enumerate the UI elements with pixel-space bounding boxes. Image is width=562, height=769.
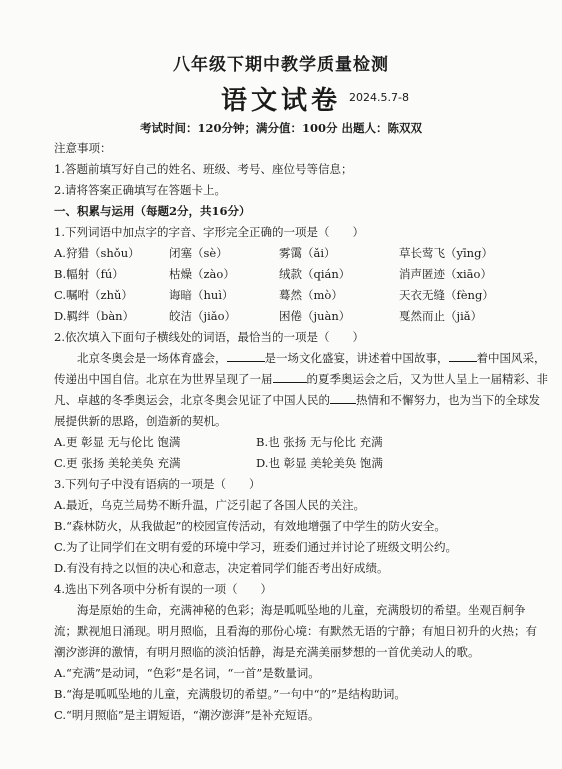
exam-title: 八年级下期中教学质量检测 (173, 55, 389, 75)
exam-date: 2024.5.7-8 (349, 91, 409, 104)
notice-item: 2.请将答案正确填写在答题卡上。 (54, 183, 226, 197)
option-cell: 消声匿迹（xiāo） (399, 267, 492, 281)
question-4-stem: 4.选出下列各项中分析有误的一项（ ） (54, 582, 272, 596)
option-cell: 草长莺飞（yīng） (399, 246, 493, 260)
question-4-option: A.“充满”是动词，“色彩”是名词，“一首”是数量词。 (54, 666, 320, 680)
option-cell: B.幅射（fú） (54, 267, 124, 281)
answer-blank (273, 370, 307, 383)
option-cell: D.羁绊（bàn） (54, 309, 135, 323)
option-cell: A.狩猎（shǒu） (54, 246, 140, 260)
option-cell: 雾霭（ǎi） (279, 246, 336, 260)
question-3-stem: 3.下列句子中没有语病的一项是（ ） (54, 477, 261, 491)
question-1-option-row (54, 264, 548, 285)
option-cell: 蓦然（mò） (279, 288, 343, 302)
notice-item: 1.答题前填写好自己的姓名、班级、考号、座位号等信息； (54, 162, 353, 176)
option-cell: 皎洁（jiǎo） (169, 309, 237, 323)
answer-blank (449, 349, 477, 362)
question-2-option-row (54, 432, 548, 453)
question-3-option: C.为了让同学们在文明有爱的环境中学习，班委们通过并讨论了班级文明公约。 (54, 540, 458, 554)
question-1-stem: 1.下列词语中加点字的字音、字形完全正确的一项是（ ） (54, 225, 364, 239)
passage-text: 北京冬奥会是一场体育盛会， (77, 351, 227, 365)
question-2-option-row (54, 453, 548, 474)
question-3-option: A.最近，乌克兰局势不断升温，广泛引起了各国人民的关注。 (54, 498, 365, 512)
question-2-passage (54, 348, 548, 432)
question-1-option-row (54, 243, 548, 264)
question-3-option: D.有没有持之以恒的决心和意志，决定着同学们能否考出好成绩。 (54, 561, 389, 575)
answer-blank (330, 391, 356, 404)
option-cell: 闭塞（sè） (169, 246, 228, 260)
option-text: C.更 张扬 美轮美奂 充满 (54, 456, 181, 470)
question-1-option-row (54, 285, 548, 306)
question-1-option-row (54, 306, 548, 327)
option-text: A.更 彰显 无与伦比 饱满 (54, 435, 181, 449)
option-cell: 困倦（juàn） (279, 309, 351, 323)
option-cell: 绒款（qián） (279, 267, 351, 281)
passage-text: 是一场文化盛宴，讲述着中国故事， (264, 351, 449, 365)
section-title: 一、积累与运用（每题2分，共16分） (54, 204, 251, 218)
option-cell: 枯燥（zào） (169, 267, 235, 281)
option-cell: 诲暗（huì） (169, 288, 234, 302)
question-4-passage: 海是原始的生命，充满神秘的色彩；海是呱呱坠地的儿童，充满殷切的希望。坐观百舸争流；默视旭日涌现。明月照临，且看海的那份心境：有默然无语的宁静；有旭日初升的火热；有潮汐澎湃的激情，有明月照临的淡泊恬静，海是充满美丽梦想的一首优美动人的歌。 (54, 603, 537, 659)
passage-text: 热情和不懈努力，也为当下的全球发展提供新的思路，创造新的契机。 (54, 393, 540, 428)
option-cell: C.嘱咐（zhǔ） (54, 288, 133, 302)
passage-text: 着中国风采，传递出中国自信。北京在为世界呈现了一届 (54, 351, 546, 386)
question-3-option: B.“森林防火，从我做起”的校园宣传活动，有效地增强了中学生的防火安全。 (54, 519, 446, 533)
answer-blank (227, 349, 265, 362)
option-cell: 戛然而止（jiǎ） (399, 309, 483, 323)
notice-heading: 注意事项： (54, 141, 112, 155)
question-4-option: B.“海是呱呱坠地的儿童，充满殷切的希望。”一句中“的”是结构助词。 (54, 687, 406, 701)
option-cell: 天衣无缝（fèng） (399, 288, 494, 302)
exam-subtitle: 语文试卷 (220, 86, 341, 116)
exam-content (54, 138, 548, 726)
exam-info: 考试时间：120分钟；满分值：100分 出题人：陈双双 (139, 121, 422, 135)
question-4-option: C.“明月照临”是主谓短语，“潮汐澎湃”是补充短语。 (54, 708, 320, 722)
question-2-stem: 2.依次填入下面句子横线处的词语，最恰当的一项是（ ） (54, 330, 364, 344)
passage-text: 的夏季奥运会之后，又为世人呈上一届精彩、非凡、卓越的冬季奥运会，北京冬奥会见证了中国人民的 (54, 372, 548, 407)
option-text: B.也 张扬 无与伦比 充满 (256, 435, 383, 449)
option-text: D.也 彰显 美轮美奂 饱满 (256, 456, 383, 470)
